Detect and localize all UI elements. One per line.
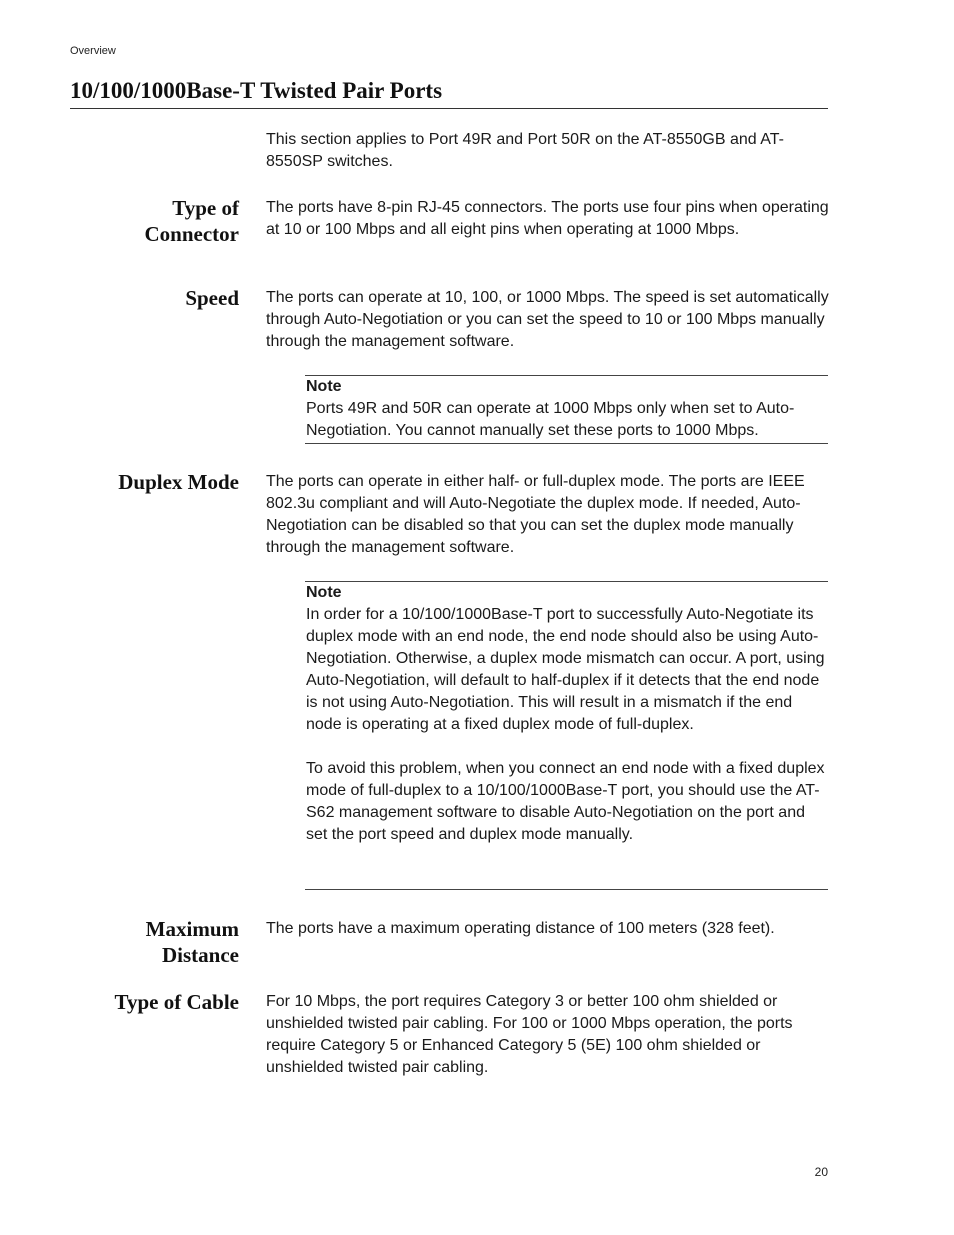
heading-line: Distance xyxy=(162,943,239,967)
speed-paragraph: The ports can operate at 10, 100, or 1000 Mbps. The speed is set automatically through Auto-Negotiation or you can set the speed to 10 or 100 Mbps manually through the management software. xyxy=(266,289,829,350)
connector-paragraph: The ports have 8-pin RJ-45 connectors. The ports use four pins when operating at 10 or 100 Mbps and all eight pins when operating at 1000 Mbps. xyxy=(266,199,829,238)
note-label: Note xyxy=(306,584,342,601)
note-text: To avoid this problem, when you connect an end node with a fixed duplex mode of full-duplex to a 10/100/1000Base-T port, you should use the AT-S62 management software to disable Auto-Negotiation on the port and set the port speed and duplex mode manually. xyxy=(306,760,825,843)
heading-line: Type of xyxy=(172,196,239,220)
note-label: Note xyxy=(306,378,342,395)
duplex-paragraph: The ports can operate in either half- or full-duplex mode. The ports are IEEE 802.3u compliant and will Auto-Negotiate the duplex mode. If needed, Auto-Negotiation can be disabled so that you can set the duplex mode manually through the management software. xyxy=(266,473,805,556)
distance-paragraph: The ports have a maximum operating distance of 100 meters (328 feet). xyxy=(266,920,775,937)
running-header: Overview xyxy=(70,45,116,57)
heading-speed: Speed xyxy=(185,286,239,310)
cable-paragraph: For 10 Mbps, the port requires Category 3 or better 100 ohm shielded or unshielded twisted pair cabling. For 100 or 1000 Mbps operation, the ports require Category 5 or Enhanced Category 5 (5E) 100 ohm shielded or unshielded twisted pair cabling. xyxy=(266,993,793,1076)
heading-maximum-distance xyxy=(70,916,239,968)
heading-duplex-mode: Duplex Mode xyxy=(118,470,239,494)
note-text: In order for a 10/100/1000Base-T port to successfully Auto-Negotiate its duplex mode with an end node, the end node should also be using Auto-Negotiation. Otherwise, a duplex mode mismatch can occur. A port, using Auto-Negotiation, will default to half-duplex if it detects that the end node is not using Auto-Negotiation. This will result in a mismatch if the end node is operating at a fixed duplex mode of full-duplex. xyxy=(306,606,825,733)
note-text: Ports 49R and 50R can operate at 1000 Mbps only when set to Auto-Negotiation. You cannot manually set these ports to 1000 Mbps. xyxy=(306,400,795,439)
heading-line: Maximum xyxy=(145,917,239,941)
heading-type-of-connector xyxy=(70,195,239,247)
page-number: 20 xyxy=(814,1165,828,1179)
speed-note xyxy=(305,375,828,444)
page-title: 10/100/1000Base-T Twisted Pair Ports xyxy=(70,78,828,109)
duplex-note xyxy=(305,581,828,890)
intro-paragraph: This section applies to Port 49R and Port 50R on the AT-8550GB and AT-8550SP switches. xyxy=(266,131,784,170)
heading-line: Connector xyxy=(144,222,239,246)
heading-type-of-cable: Type of Cable xyxy=(114,990,239,1014)
